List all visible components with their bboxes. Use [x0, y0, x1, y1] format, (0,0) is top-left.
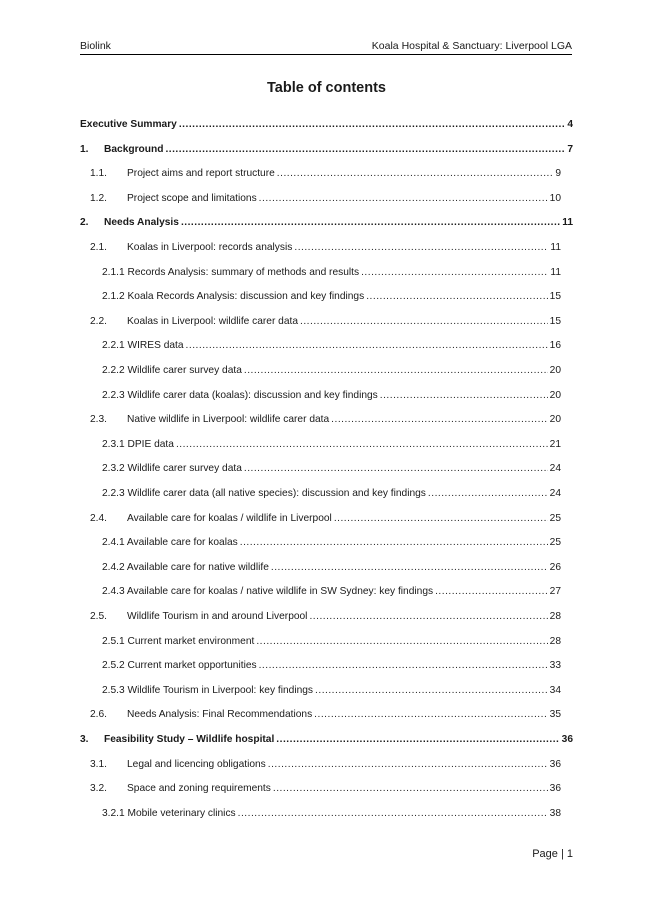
toc-entry-number: 2.1.	[90, 242, 107, 253]
toc-dot-leader	[273, 782, 548, 796]
toc-entry[interactable]	[102, 339, 561, 353]
toc-entry-page: 20	[549, 389, 561, 401]
toc-entry-page: 36	[561, 734, 573, 745]
toc-dot-leader	[309, 610, 547, 624]
toc-entry-page: 9	[555, 168, 561, 180]
toc-dot-leader	[300, 315, 548, 329]
toc-entry-number: 1.1.	[90, 168, 107, 180]
toc-entry[interactable]	[102, 438, 561, 452]
toc-entry-page: 34	[549, 684, 561, 696]
toc-entry-number: 2.	[80, 217, 89, 229]
toc-entry-title: 2.2.3 Wildlife carer data (koalas): discussion and key findings	[102, 389, 378, 401]
page-header	[80, 40, 572, 55]
toc-entry-page: 26	[549, 561, 561, 573]
toc-entry-page: 24	[549, 488, 561, 499]
toc-entry-page: 11	[550, 242, 561, 253]
toc-entry-title: Native wildlife in Liverpool: wildlife carer data	[127, 414, 330, 426]
toc-entry-page: 10	[549, 192, 561, 204]
toc-entry-page: 11	[562, 217, 573, 229]
toc-entry-number: 1.	[80, 143, 89, 155]
toc-entry-title: 2.5.2 Current market opportunities	[102, 660, 257, 672]
toc-dot-leader	[331, 413, 548, 427]
toc-entry-title: Project aims and report structure	[127, 168, 275, 180]
toc-dot-leader	[314, 708, 547, 722]
toc-entry-page: 16	[549, 340, 561, 352]
toc-entry-page: 36	[549, 783, 561, 795]
toc-entry-page: 35	[549, 709, 561, 721]
toc-entry-title: Koalas in Liverpool: wildlife carer data	[127, 315, 299, 327]
toc-entry-title: 2.5.3 Wildlife Tourism in Liverpool: key findings	[102, 684, 314, 696]
toc-dot-leader	[256, 635, 547, 649]
toc-entry-number: 2.5.	[90, 611, 107, 622]
toc-entry-title: Needs Analysis: Final Recommendations	[127, 709, 313, 721]
page-number: Page | 1	[532, 848, 573, 860]
toc-entry[interactable]	[80, 143, 573, 157]
toc-entry-page: 4	[567, 119, 573, 130]
toc-entry-title: Feasibility Study – Wildlife hospital	[104, 734, 275, 745]
toc-dot-leader	[244, 364, 548, 378]
toc-entry-title: Background	[104, 143, 164, 155]
toc-entry-page: 36	[549, 758, 561, 770]
toc-entry-page: 15	[549, 291, 561, 303]
toc-dot-leader	[240, 536, 548, 550]
toc-dot-leader	[165, 143, 565, 157]
toc-dot-leader	[186, 339, 548, 353]
toc-entry-title: 2.4.3 Available care for koalas / native wildlife in SW Sydney: key findings	[102, 586, 434, 598]
toc-entry-number: 3.	[80, 734, 89, 745]
toc-entry-page: 21	[549, 438, 561, 450]
toc-entry-page: 7	[567, 143, 573, 155]
header-left-text: Biolink	[80, 40, 111, 52]
toc-entry[interactable]	[80, 216, 573, 230]
toc-entry[interactable]	[102, 659, 561, 673]
toc-entry-page: 15	[549, 315, 561, 327]
toc-dot-leader	[277, 167, 554, 181]
toc-entry-number: 3.2.	[90, 783, 107, 795]
toc-entry-page: 25	[549, 512, 561, 524]
toc-entry[interactable]	[80, 733, 573, 747]
toc-entry-title: 2.5.1 Current market environment	[102, 635, 255, 647]
toc-dot-leader	[380, 389, 548, 403]
toc-entry-page: 11	[550, 266, 561, 278]
toc-entry[interactable]	[80, 118, 573, 132]
toc-entry-title: 2.4.2 Available care for native wildlife	[102, 561, 269, 573]
toc-dot-leader	[428, 487, 548, 501]
toc-entry[interactable]	[90, 167, 561, 181]
toc-entry[interactable]	[102, 290, 561, 304]
toc-title: Table of contents	[267, 80, 386, 96]
toc-entry-title: Needs Analysis	[104, 217, 179, 229]
toc-dot-leader	[361, 266, 548, 280]
toc-entry-page: 38	[549, 807, 561, 819]
toc-entry[interactable]	[90, 782, 561, 796]
toc-entry-number: 1.2.	[90, 192, 107, 204]
toc-entry[interactable]	[90, 512, 561, 526]
toc-entry-title: Space and zoning requirements	[127, 783, 271, 795]
toc-entry-page: 20	[549, 414, 561, 426]
toc-entry[interactable]	[90, 241, 561, 255]
toc-entry[interactable]	[102, 266, 561, 280]
toc-entry-title: 2.2.1 WIRES data	[102, 340, 184, 352]
toc-entry[interactable]	[102, 364, 561, 378]
toc-dot-leader	[181, 216, 560, 230]
toc-dot-leader	[268, 758, 548, 772]
toc-dot-leader	[276, 733, 559, 747]
toc-entry[interactable]	[102, 462, 561, 476]
toc-dot-leader	[176, 438, 548, 452]
toc-entry-title: 2.2.3 Wildlife carer data (all native species): discussion and key findings	[102, 488, 426, 499]
toc-entry-title: Wildlife Tourism in and around Liverpool	[127, 611, 308, 622]
toc-entry-title: 2.1.1 Records Analysis: summary of methods and results	[102, 266, 360, 278]
toc-entry-title: 2.4.1 Available care for koalas	[102, 537, 238, 549]
toc-entry[interactable]	[102, 635, 561, 649]
toc-entry-title: 2.3.2 Wildlife carer survey data	[102, 463, 242, 475]
toc-entry-title: 3.2.1 Mobile veterinary clinics	[102, 807, 236, 819]
toc-entry-page: 24	[549, 463, 561, 475]
toc-entry-title: Project scope and limitations	[127, 192, 257, 204]
toc-dot-leader	[244, 462, 548, 476]
toc-entry[interactable]	[90, 708, 561, 722]
toc-entry-title: Legal and licencing obligations	[127, 758, 266, 770]
toc-entry[interactable]	[90, 315, 561, 329]
toc-entry[interactable]	[102, 684, 561, 698]
toc-entry-title: 2.3.1 DPIE data	[102, 438, 174, 450]
toc-dot-leader	[259, 659, 548, 673]
toc-entry[interactable]	[90, 610, 561, 624]
toc-entry-number: 2.4.	[90, 512, 107, 524]
toc-entry-number: 2.6.	[90, 709, 107, 721]
toc-entry[interactable]	[102, 561, 561, 575]
toc-entry[interactable]	[90, 192, 561, 206]
toc-entry[interactable]	[90, 758, 561, 772]
toc-entry[interactable]	[90, 413, 561, 427]
toc-entry-number: 2.2.	[90, 315, 107, 327]
toc-entry-page: 25	[549, 537, 561, 549]
toc-entry-title: Available care for koalas / wildlife in Liverpool	[127, 512, 332, 524]
toc-entry[interactable]	[102, 389, 561, 403]
toc-entry-number: 2.3.	[90, 414, 107, 426]
toc-dot-leader	[271, 561, 548, 575]
toc-entry[interactable]	[102, 585, 561, 599]
toc-entry-page: 27	[549, 586, 561, 598]
toc-dot-leader	[259, 192, 548, 206]
toc-dot-leader	[435, 585, 548, 599]
toc-dot-leader	[315, 684, 548, 698]
toc-entry[interactable]	[102, 487, 561, 501]
toc-dot-leader	[238, 807, 548, 821]
toc-dot-leader	[179, 118, 565, 132]
toc-entry-page: 20	[549, 365, 561, 376]
header-right-text: Koala Hospital & Sanctuary: Liverpool LGA	[371, 40, 572, 52]
toc-entry-title: Executive Summary	[80, 119, 177, 130]
toc-entry-title: 2.1.2 Koala Records Analysis: discussion and key findings	[102, 291, 365, 303]
toc-entry[interactable]	[102, 807, 561, 821]
toc-entry-page: 33	[549, 660, 561, 672]
toc-entry-number: 3.1.	[90, 758, 107, 770]
toc-entry-title: Koalas in Liverpool: records analysis	[127, 242, 293, 253]
toc-entry-page: 28	[549, 611, 561, 622]
toc-entry-page: 28	[549, 635, 561, 647]
toc-dot-leader	[366, 290, 547, 304]
toc-entry-title: 2.2.2 Wildlife carer survey data	[102, 365, 242, 376]
toc-dot-leader	[334, 512, 548, 526]
toc-entry[interactable]	[102, 536, 561, 550]
toc-dot-leader	[294, 241, 548, 255]
